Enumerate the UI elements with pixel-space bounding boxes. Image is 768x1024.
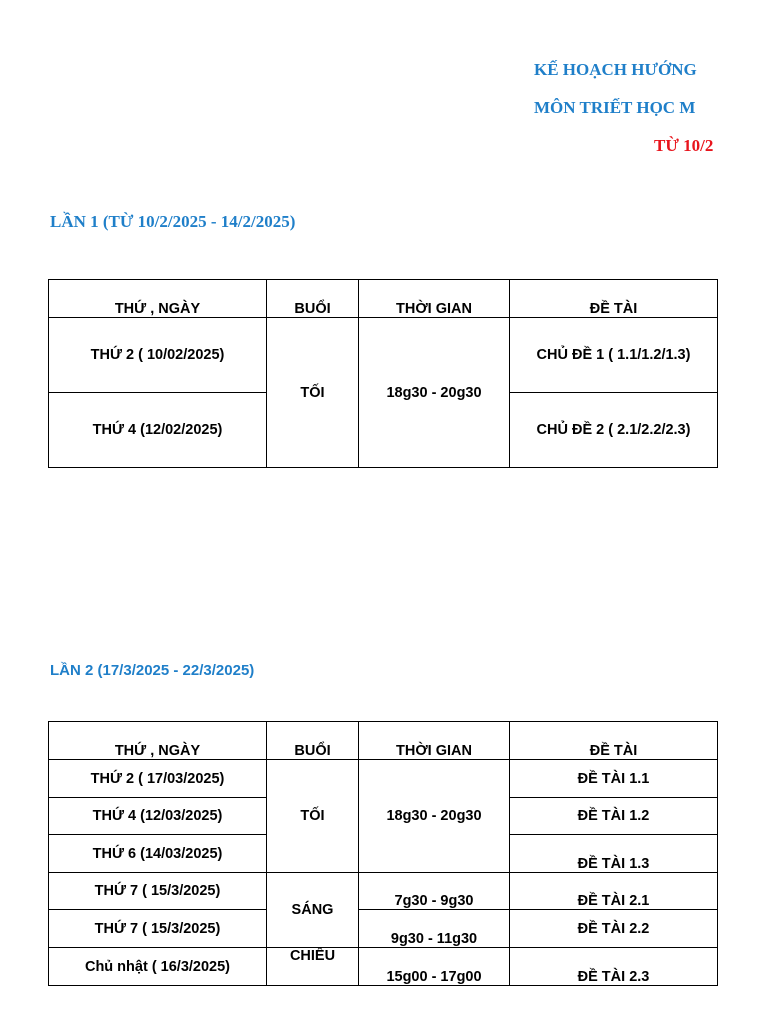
column-header-day: THỨ , NGÀY bbox=[49, 280, 267, 318]
topic-cell: CHỦ ĐỀ 1 ( 1.1/1.2/1.3) bbox=[510, 318, 718, 393]
day-cell: THỨ 2 ( 17/03/2025) bbox=[49, 760, 267, 798]
day-cell: THỨ 4 (12/03/2025) bbox=[49, 798, 267, 835]
table-header-row bbox=[49, 722, 718, 760]
table-row bbox=[49, 760, 718, 798]
column-header-session: BUỔI bbox=[267, 722, 359, 760]
topic-cell: ĐỀ TÀI 1.1 bbox=[510, 760, 718, 798]
session-cell: TỐI bbox=[267, 318, 359, 468]
topic-cell: ĐỀ TÀI 2.1 bbox=[510, 873, 718, 910]
time-cell: 9g30 - 11g30 bbox=[359, 910, 510, 948]
table-row bbox=[49, 910, 718, 948]
column-header-time: THỜI GIAN bbox=[359, 280, 510, 318]
session-cell: SÁNG bbox=[267, 873, 359, 948]
topic-cell: CHỦ ĐỀ 2 ( 2.1/2.2/2.3) bbox=[510, 393, 718, 468]
day-cell: Chủ nhật ( 16/3/2025) bbox=[49, 948, 267, 986]
topic-cell: ĐỀ TÀI 1.3 bbox=[510, 835, 718, 873]
time-cell: 15g00 - 17g00 bbox=[359, 948, 510, 986]
day-cell: THỨ 7 ( 15/3/2025) bbox=[49, 873, 267, 910]
table-header-row bbox=[49, 280, 718, 318]
day-cell: THỨ 6 (14/03/2025) bbox=[49, 835, 267, 873]
column-header-time: THỜI GIAN bbox=[359, 722, 510, 760]
time-cell: 18g30 - 20g30 bbox=[359, 318, 510, 468]
column-header-topic: ĐỀ TÀI bbox=[510, 280, 718, 318]
table-row bbox=[49, 948, 718, 986]
round1-schedule-table bbox=[48, 279, 718, 468]
topic-cell: ĐỀ TÀI 2.2 bbox=[510, 910, 718, 948]
time-cell: 18g30 - 20g30 bbox=[359, 760, 510, 873]
day-cell: THỨ 2 ( 10/02/2025) bbox=[49, 318, 267, 393]
time-cell: 7g30 - 9g30 bbox=[359, 873, 510, 910]
topic-cell: ĐỀ TÀI 2.3 bbox=[510, 948, 718, 986]
column-header-topic: ĐỀ TÀI bbox=[510, 722, 718, 760]
document-title-line2: MÔN TRIẾT HỌC M bbox=[534, 98, 696, 117]
round2-schedule-table bbox=[48, 721, 718, 986]
round2-heading: LẦN 2 (17/3/2025 - 22/3/2025) bbox=[50, 662, 255, 679]
topic-cell: ĐỀ TÀI 1.2 bbox=[510, 798, 718, 835]
table-row bbox=[49, 873, 718, 910]
session-cell: CHIỀU bbox=[267, 948, 359, 986]
table-row bbox=[49, 318, 718, 393]
session-cell: TỐI bbox=[267, 760, 359, 873]
column-header-day: THỨ , NGÀY bbox=[49, 722, 267, 760]
document-title-line1: KẾ HOẠCH HƯỚNG bbox=[534, 60, 697, 79]
day-cell: THỨ 4 (12/02/2025) bbox=[49, 393, 267, 468]
column-header-session: BUỔI bbox=[267, 280, 359, 318]
round1-heading: LẦN 1 (TỪ 10/2/2025 - 14/2/2025) bbox=[50, 212, 296, 231]
document-title-line3: TỪ 10/2 bbox=[654, 136, 714, 155]
day-cell: THỨ 7 ( 15/3/2025) bbox=[49, 910, 267, 948]
